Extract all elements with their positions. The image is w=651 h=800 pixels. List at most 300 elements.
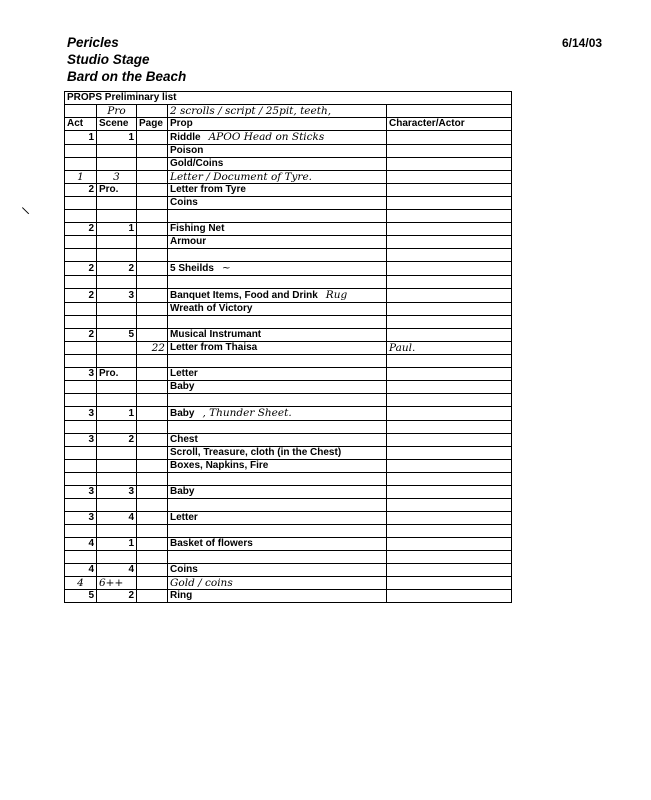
page-cell <box>137 577 168 590</box>
prop-cell-text: Musical Instrumant <box>170 329 262 340</box>
character-cell <box>387 407 512 421</box>
prop-cell-text: Banquet Items, Food and Drink <box>170 290 318 301</box>
table-row <box>65 381 512 394</box>
prop-cell <box>168 590 387 603</box>
page-cell <box>137 486 168 499</box>
prop-cell <box>168 564 387 577</box>
table-row <box>65 590 512 603</box>
scene-cell <box>97 486 137 499</box>
prop-cell-text: Wreath of Victory <box>170 303 253 314</box>
act-cell <box>65 289 97 303</box>
prop-cell-text: Riddle <box>170 132 201 143</box>
act-cell-text: 2 <box>88 289 94 301</box>
scene-cell-text: 3 <box>128 486 134 497</box>
prop-cell <box>168 342 387 355</box>
scene-cell <box>97 355 137 368</box>
prop-cell-text: Gold / coins <box>170 577 233 589</box>
column-header-page: Page <box>137 118 168 131</box>
prop-cell-text: Basket of flowers <box>170 538 253 549</box>
table-row <box>65 447 512 460</box>
prop-cell <box>168 381 387 394</box>
table-row <box>65 460 512 473</box>
page-cell <box>137 381 168 394</box>
act-cell <box>65 525 97 538</box>
prop-cell <box>168 249 387 262</box>
prop-cell-text: Fishing Net <box>170 223 225 234</box>
handwritten-note-row <box>65 105 512 118</box>
act-cell-text: 3 <box>88 486 94 497</box>
page-cell <box>137 145 168 158</box>
character-cell <box>387 289 512 303</box>
act-cell <box>65 342 97 355</box>
table-row <box>65 289 512 303</box>
scene-cell-text: 1 <box>128 407 134 419</box>
prop-cell <box>168 577 387 590</box>
table-row <box>65 223 512 236</box>
prop-cell <box>168 303 387 316</box>
table-row <box>65 512 512 525</box>
character-cell <box>387 329 512 342</box>
character-cell <box>387 276 512 289</box>
prop-cell-text: Letter / Document of Tyre. <box>170 171 312 183</box>
prop-cell <box>168 447 387 460</box>
table-row <box>65 434 512 447</box>
scene-cell <box>97 421 137 434</box>
character-cell <box>387 145 512 158</box>
act-cell <box>65 447 97 460</box>
act-cell <box>65 577 97 590</box>
play-title: Pericles <box>67 35 119 50</box>
prop-cell-text: Baby <box>170 381 195 392</box>
page-cell <box>137 197 168 210</box>
scene-cell <box>97 460 137 473</box>
scene-cell <box>97 236 137 249</box>
page-cell <box>137 512 168 525</box>
table-row <box>65 407 512 421</box>
scene-cell <box>97 368 137 381</box>
scene-cell <box>97 145 137 158</box>
page-cell <box>137 342 168 355</box>
scene-cell <box>97 329 137 342</box>
prop-cell <box>168 131 387 145</box>
hand-note-cell: 2 scrolls / script / 25pit, teeth, <box>168 105 387 118</box>
character-cell <box>387 512 512 525</box>
act-cell-text: 4 <box>77 577 84 589</box>
prop-cell <box>168 538 387 551</box>
scene-cell <box>97 564 137 577</box>
handwritten-note: Rug <box>325 289 348 301</box>
act-cell <box>65 407 97 421</box>
act-cell <box>65 145 97 158</box>
character-cell <box>387 499 512 512</box>
scene-cell <box>97 577 137 590</box>
company-name: Bard on the Beach <box>67 69 187 84</box>
character-cell <box>387 577 512 590</box>
page-cell <box>137 525 168 538</box>
scene-cell <box>97 262 137 276</box>
page-cell <box>137 329 168 342</box>
table-title: PROPS Preliminary list <box>65 92 512 105</box>
act-cell-text: 2 <box>88 184 94 195</box>
prop-cell <box>168 145 387 158</box>
hand-note-cell <box>137 105 168 118</box>
prop-cell <box>168 368 387 381</box>
table-row <box>65 394 512 407</box>
page-cell <box>137 184 168 197</box>
hand-note-cell: Pro <box>97 105 137 118</box>
act-cell <box>65 236 97 249</box>
act-cell-text: 1 <box>88 131 94 143</box>
act-cell <box>65 249 97 262</box>
scene-cell-text: 1 <box>128 538 134 549</box>
character-cell <box>387 210 512 223</box>
page-cell <box>137 473 168 486</box>
act-cell <box>65 394 97 407</box>
scene-cell-text: Pro. <box>99 184 119 195</box>
prop-cell <box>168 276 387 289</box>
scene-cell-text: Pro. <box>99 368 119 379</box>
page-cell <box>137 407 168 421</box>
table-row <box>65 316 512 329</box>
act-cell <box>65 473 97 486</box>
prop-cell-text: Ring <box>170 590 193 601</box>
page-cell <box>137 131 168 145</box>
character-cell <box>387 131 512 145</box>
venue-stage: Studio Stage <box>67 52 150 67</box>
prop-cell <box>168 551 387 564</box>
prop-cell-text: 5 Sheilds <box>170 263 214 274</box>
act-cell <box>65 276 97 289</box>
act-cell-text: 3 <box>88 407 94 419</box>
scene-cell <box>97 447 137 460</box>
table-row <box>65 184 512 197</box>
scene-cell <box>97 525 137 538</box>
document-date: 6/14/03 <box>562 36 603 50</box>
character-cell <box>387 381 512 394</box>
character-cell <box>387 158 512 171</box>
character-cell <box>387 262 512 276</box>
hand-note-cell <box>65 105 97 118</box>
act-cell-text: 2 <box>88 329 94 340</box>
page-cell <box>137 171 168 184</box>
table-row <box>65 158 512 171</box>
table-row <box>65 236 512 249</box>
scene-cell <box>97 184 137 197</box>
scene-cell <box>97 538 137 551</box>
scene-cell-text: 1 <box>128 131 134 143</box>
scene-cell <box>97 210 137 223</box>
prop-cell-text: Boxes, Napkins, Fire <box>170 460 269 471</box>
page-cell <box>137 421 168 434</box>
act-cell <box>65 564 97 577</box>
table-row <box>65 499 512 512</box>
character-cell <box>387 486 512 499</box>
scene-cell <box>97 434 137 447</box>
act-cell <box>65 486 97 499</box>
act-cell <box>65 197 97 210</box>
act-cell-text: 3 <box>88 512 94 523</box>
prop-cell-text: Poison <box>170 145 204 156</box>
page-cell <box>137 460 168 473</box>
prop-cell-text: Baby <box>170 486 195 497</box>
prop-cell-text: Letter <box>170 368 198 379</box>
page-cell <box>137 564 168 577</box>
character-cell <box>387 538 512 551</box>
character-cell <box>387 368 512 381</box>
prop-cell <box>168 236 387 249</box>
props-table <box>64 91 512 603</box>
prop-cell <box>168 184 387 197</box>
prop-cell <box>168 394 387 407</box>
character-cell <box>387 197 512 210</box>
act-cell <box>65 460 97 473</box>
table-row <box>65 210 512 223</box>
prop-cell <box>168 197 387 210</box>
table-row <box>65 197 512 210</box>
prop-cell-text: Coins <box>170 197 198 208</box>
prop-cell <box>168 171 387 184</box>
page-cell <box>137 368 168 381</box>
page-cell <box>137 551 168 564</box>
act-cell <box>65 381 97 394</box>
prop-cell <box>168 460 387 473</box>
page-cell <box>137 289 168 303</box>
prop-cell-text: Baby <box>170 408 195 419</box>
table-row <box>65 486 512 499</box>
scene-cell <box>97 407 137 421</box>
scene-cell-text: 2 <box>128 262 134 274</box>
table-title-row <box>65 92 512 105</box>
prop-cell <box>168 262 387 276</box>
prop-cell <box>168 486 387 499</box>
page-cell <box>137 499 168 512</box>
character-cell <box>387 355 512 368</box>
column-header-scene: Scene <box>97 118 137 131</box>
act-cell <box>65 316 97 329</box>
act-cell <box>65 158 97 171</box>
prop-cell-text: Gold/Coins <box>170 158 224 169</box>
handwritten-note: , Thunder Sheet. <box>202 407 292 419</box>
character-cell <box>387 394 512 407</box>
scene-cell-text: 2 <box>128 590 134 601</box>
prop-cell-text: Scroll, Treasure, cloth (in the Chest) <box>170 447 342 458</box>
act-cell <box>65 131 97 145</box>
act-cell <box>65 421 97 434</box>
scene-cell <box>97 342 137 355</box>
prop-cell <box>168 512 387 525</box>
act-cell <box>65 434 97 447</box>
scene-cell <box>97 171 137 184</box>
scene-cell <box>97 499 137 512</box>
page-cell <box>137 223 168 236</box>
act-cell <box>65 184 97 197</box>
hand-note-cell <box>387 105 512 118</box>
table-row <box>65 303 512 316</box>
page-cell <box>137 434 168 447</box>
prop-cell-text: Coins <box>170 564 198 575</box>
document-header <box>67 34 186 85</box>
scene-cell <box>97 289 137 303</box>
character-cell <box>387 447 512 460</box>
act-cell <box>65 538 97 551</box>
act-cell <box>65 551 97 564</box>
prop-cell <box>168 289 387 303</box>
character-cell <box>387 473 512 486</box>
act-cell <box>65 303 97 316</box>
character-cell <box>387 249 512 262</box>
character-cell <box>387 303 512 316</box>
prop-cell <box>168 329 387 342</box>
prop-cell <box>168 421 387 434</box>
prop-cell <box>168 158 387 171</box>
prop-cell <box>168 316 387 329</box>
character-cell-text: Paul. <box>389 342 416 354</box>
prop-cell <box>168 407 387 421</box>
table-row <box>65 421 512 434</box>
scene-cell <box>97 590 137 603</box>
character-cell <box>387 421 512 434</box>
character-cell <box>387 236 512 249</box>
prop-cell <box>168 223 387 236</box>
table-row <box>65 171 512 184</box>
table-row <box>65 564 512 577</box>
act-cell <box>65 499 97 512</box>
table-row <box>65 551 512 564</box>
scene-cell-text: 2 <box>128 434 134 445</box>
act-cell-text: 5 <box>88 590 94 601</box>
act-cell <box>65 368 97 381</box>
prop-cell-text: Letter from Thaisa <box>170 342 258 353</box>
scene-cell <box>97 276 137 289</box>
scene-cell-text: 3 <box>113 171 120 183</box>
scene-cell <box>97 131 137 145</box>
act-cell-text: 2 <box>88 223 94 234</box>
column-header-character: Character/Actor <box>387 118 512 131</box>
table-row <box>65 342 512 355</box>
page-cell <box>137 210 168 223</box>
scene-cell <box>97 197 137 210</box>
table-row <box>65 145 512 158</box>
prop-cell-text: Armour <box>170 236 207 247</box>
act-cell <box>65 262 97 276</box>
act-cell <box>65 223 97 236</box>
prop-cell-text: Letter from Tyre <box>170 184 246 195</box>
act-cell-text: 3 <box>88 434 94 445</box>
scene-cell-text: 5 <box>128 329 134 340</box>
act-cell-text: 4 <box>88 564 94 575</box>
act-cell <box>65 210 97 223</box>
table-row <box>65 577 512 590</box>
prop-cell <box>168 210 387 223</box>
character-cell <box>387 184 512 197</box>
column-header-act: Act <box>65 118 97 131</box>
scene-cell <box>97 223 137 236</box>
scene-cell <box>97 158 137 171</box>
table-row <box>65 329 512 342</box>
character-cell <box>387 564 512 577</box>
scene-cell-text: 1 <box>128 223 134 234</box>
prop-cell <box>168 499 387 512</box>
column-header-row <box>65 118 512 131</box>
scene-cell <box>97 394 137 407</box>
page-cell <box>137 249 168 262</box>
act-cell-text: 3 <box>88 368 94 379</box>
table-row <box>65 249 512 262</box>
page-cell <box>137 303 168 316</box>
handwritten-note: APOO Head on Sticks <box>208 131 325 143</box>
table-row <box>65 262 512 276</box>
character-cell <box>387 551 512 564</box>
page-cell <box>137 447 168 460</box>
character-cell <box>387 434 512 447</box>
act-cell-text: 4 <box>88 538 94 549</box>
scene-cell <box>97 303 137 316</box>
scene-cell <box>97 512 137 525</box>
page-cell <box>137 590 168 603</box>
scene-cell-text: 4 <box>128 564 134 575</box>
handwritten-note: ~ <box>221 262 231 274</box>
scene-cell <box>97 473 137 486</box>
page-cell <box>137 355 168 368</box>
table-row <box>65 473 512 486</box>
table-row <box>65 368 512 381</box>
page-cell <box>137 538 168 551</box>
act-cell-text: 2 <box>88 262 94 274</box>
character-cell <box>387 223 512 236</box>
character-cell <box>387 460 512 473</box>
page-cell <box>137 262 168 276</box>
scene-cell <box>97 551 137 564</box>
scene-cell-text: 3 <box>128 289 134 301</box>
prop-cell-text: Letter <box>170 512 198 523</box>
table-row <box>65 525 512 538</box>
scene-cell-text: 4 <box>128 512 134 523</box>
act-cell <box>65 590 97 603</box>
page-cell <box>137 236 168 249</box>
act-cell <box>65 355 97 368</box>
page-cell <box>137 394 168 407</box>
table-row <box>65 355 512 368</box>
page-cell <box>137 158 168 171</box>
act-cell-text: 1 <box>77 171 84 183</box>
column-header-prop: Prop <box>168 118 387 131</box>
prop-cell <box>168 473 387 486</box>
scene-cell-text: 6++ <box>99 577 124 589</box>
act-cell <box>65 512 97 525</box>
scene-cell <box>97 249 137 262</box>
prop-cell-text: Chest <box>170 434 198 445</box>
character-cell <box>387 171 512 184</box>
stray-pen-mark: \ <box>20 204 31 218</box>
page-cell <box>137 316 168 329</box>
page-cell <box>137 276 168 289</box>
character-cell <box>387 590 512 603</box>
table-row <box>65 131 512 145</box>
prop-cell <box>168 525 387 538</box>
character-cell <box>387 316 512 329</box>
prop-cell <box>168 355 387 368</box>
character-cell <box>387 342 512 355</box>
table-row <box>65 538 512 551</box>
act-cell <box>65 171 97 184</box>
table-row <box>65 276 512 289</box>
page-cell-text: 22 <box>151 342 165 354</box>
prop-cell <box>168 434 387 447</box>
scene-cell <box>97 316 137 329</box>
character-cell <box>387 525 512 538</box>
scene-cell <box>97 381 137 394</box>
act-cell <box>65 329 97 342</box>
